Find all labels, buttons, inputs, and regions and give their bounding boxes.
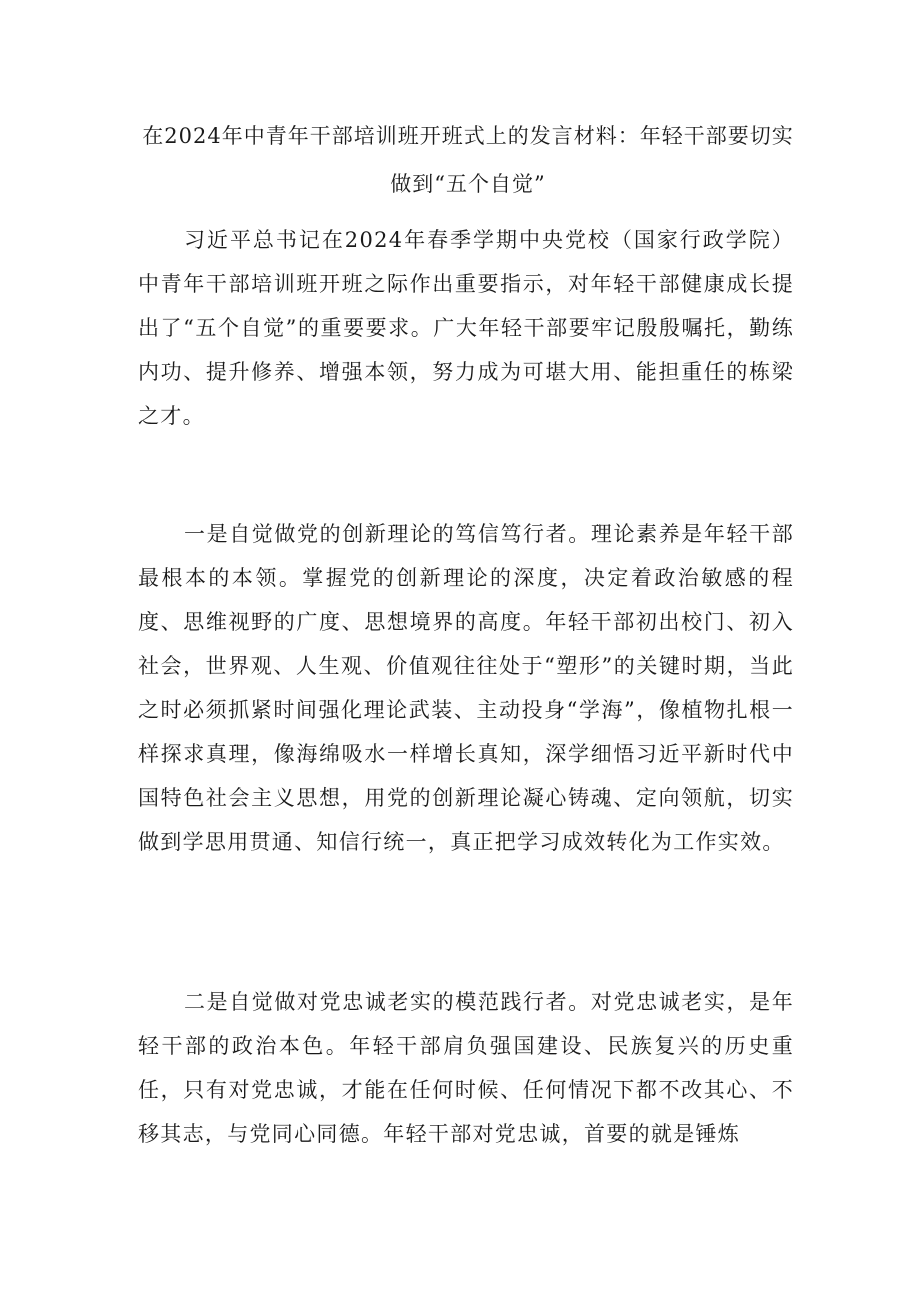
paragraph-point-two: 二是自觉做对党忠诚老实的模范践行者。对党忠诚老实，是年轻干部的政治本色。年轻干部肩负强国建设、民族复兴的历史重任，只有对党忠诚，才能在任何时候、任何情况下都不改其心、不移其志，与党同心同德。年轻干部对党忠诚，首要的就是锤炼 xyxy=(138,990,794,1146)
document-title: 在2024年中青年干部培训班开班式上的发言材料：年轻干部要切实做到“五个自觉” xyxy=(142,124,794,196)
paragraph-point-one: 一是自觉做党的创新理论的笃信笃行者。理论素养是年轻干部最根本的本领。掌握党的创新理论的深度，决定着政治敏感的程度、思维视野的广度、思想境界的高度。年轻干部初出校门、初入社会，世界观、人生观、价值观往往处于“塑形”的关键时期，当此之时必须抓紧时间强化理论武装、主动投身“学海”，像植物扎根一样探求真理，像海绵吸水一样增长真知，深学细悟习近平新时代中国特色社会主义思想，用党的创新理论凝心铸魂、定向领航，切实做到学思用贯通、知信行统一，真正把学习成效转化为工作实效。 xyxy=(138,522,794,854)
paragraph-intro: 习近平总书记在2024年春季学期中央党校（国家行政学院）中青年干部培训班开班之际作出重要指示，对年轻干部健康成长提出了“五个自觉”的重要要求。广大年轻干部要牢记殷殷嘱托，勤练内功、提升修养、增强本领，努力成为可堪大用、能担重任的栋梁之才。 xyxy=(138,228,794,428)
